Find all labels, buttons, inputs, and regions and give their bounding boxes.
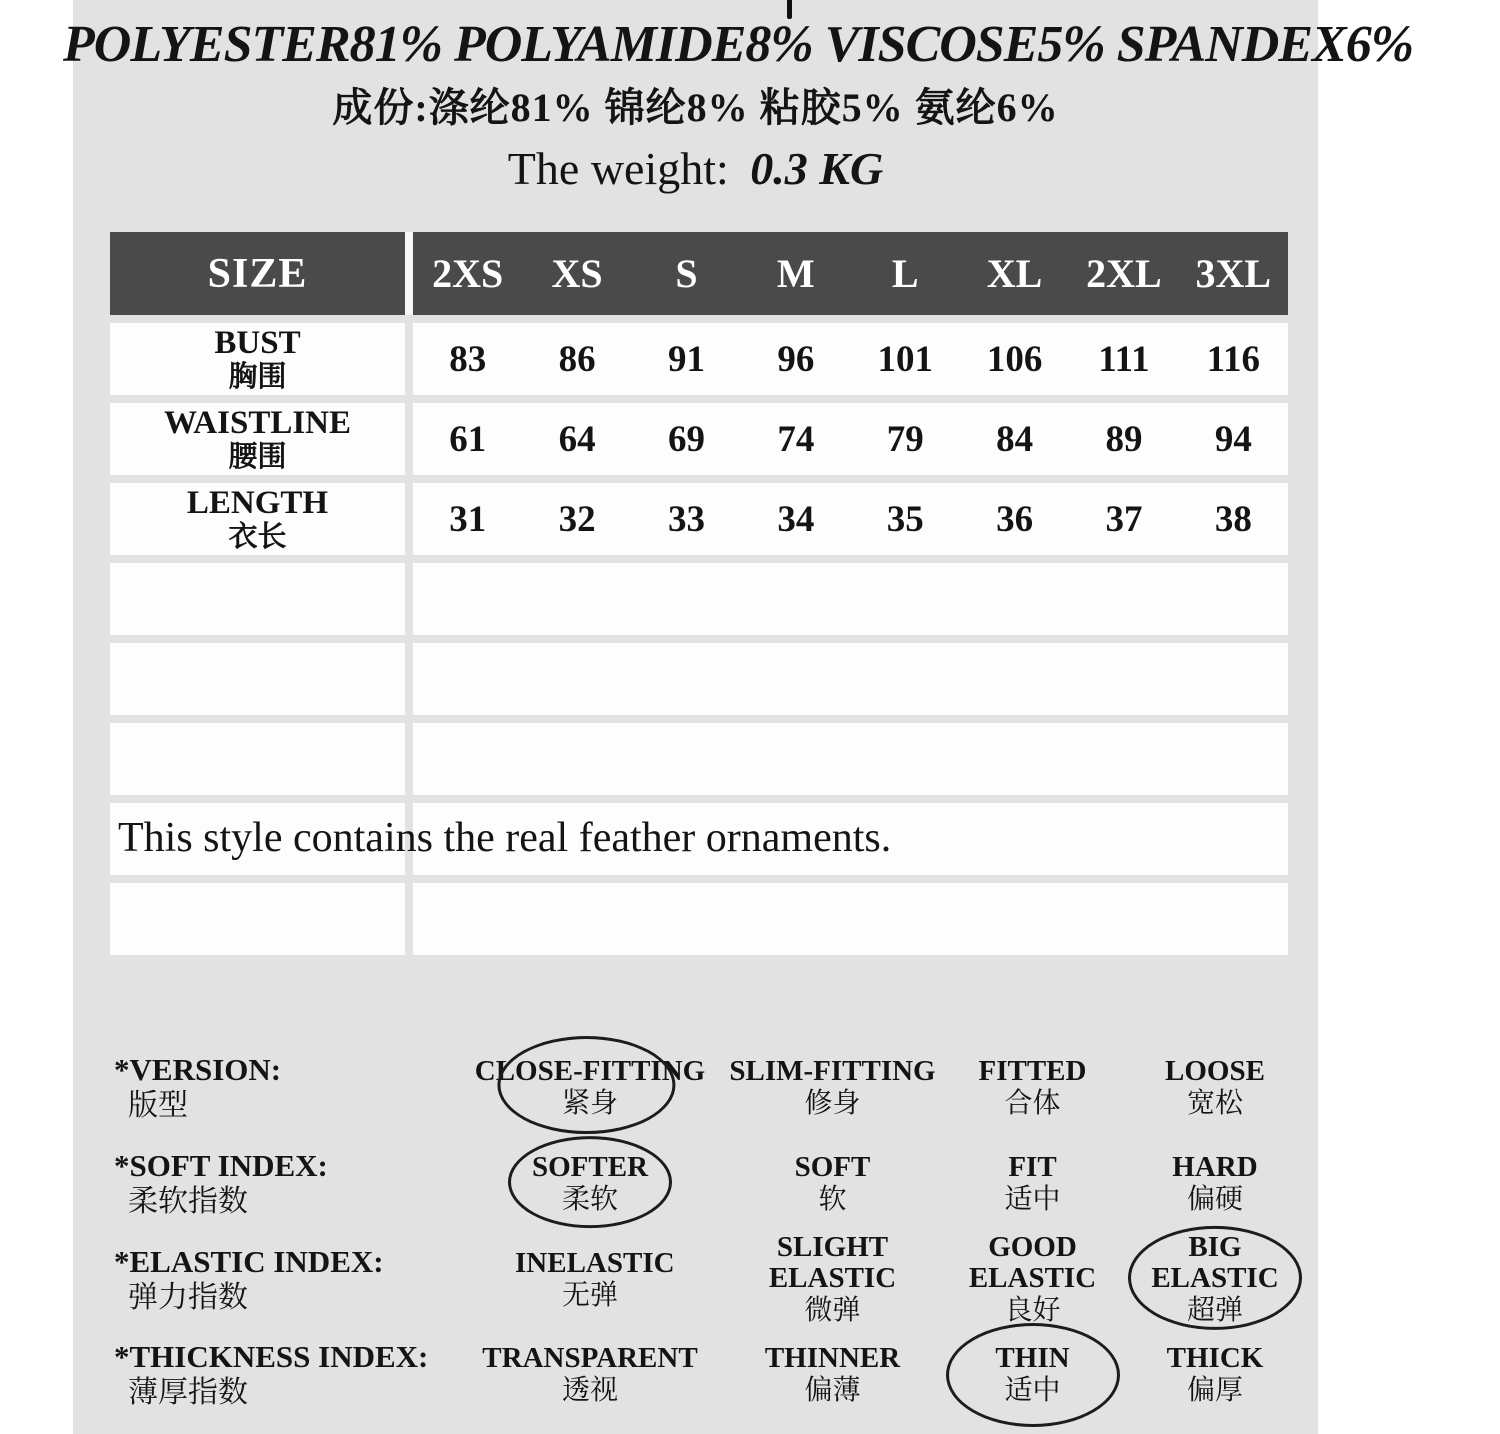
column-divider xyxy=(405,723,413,795)
cell-value: 33 xyxy=(667,498,705,540)
weight-value: 0.3 KG xyxy=(750,143,884,194)
attr-option: HARD 偏硬 xyxy=(1172,1151,1258,1215)
cell-value: 96 xyxy=(777,338,815,380)
cell-value: 86 xyxy=(558,338,596,380)
cell-value: 84 xyxy=(996,418,1034,460)
size-header-cells xyxy=(413,232,1288,315)
cell-value: 101 xyxy=(877,338,933,380)
table-row-empty xyxy=(110,643,1288,715)
attr-option: THIN 适中 xyxy=(955,1343,1110,1407)
row-label-en: LENGTH xyxy=(186,484,329,521)
cell-value: 89 xyxy=(1105,418,1143,460)
column-divider xyxy=(405,403,413,475)
attr-option: THINNER 偏薄 xyxy=(764,1342,901,1406)
row-label-zh: 腰围 xyxy=(228,440,287,473)
table-row-waistline xyxy=(110,403,1288,475)
attribute-index-section xyxy=(80,1040,1320,1423)
row-label-en: WAISTLINE xyxy=(163,404,352,441)
cell-value: 31 xyxy=(449,498,487,540)
column-divider xyxy=(405,323,413,395)
column-divider xyxy=(405,883,413,955)
size-header-s: S xyxy=(675,251,698,296)
attr-row-soft-index xyxy=(80,1136,1320,1232)
size-table xyxy=(110,232,1288,963)
attr-label-en: *ELASTIC INDEX: xyxy=(114,1243,384,1279)
attr-label-en: *VERSION: xyxy=(114,1052,282,1087)
cell-value: 37 xyxy=(1105,498,1143,540)
cell-value: 35 xyxy=(886,498,924,540)
cell-value: 36 xyxy=(996,498,1034,540)
table-row-bust xyxy=(110,323,1288,395)
cell-value: 94 xyxy=(1214,418,1252,460)
cell-value: 83 xyxy=(449,338,487,380)
cell-value: 64 xyxy=(558,418,596,460)
size-header-xs: XS xyxy=(551,251,603,296)
attr-row-elastic-index xyxy=(80,1232,1320,1327)
cell-value: 32 xyxy=(558,498,596,540)
cell-value: 116 xyxy=(1206,338,1261,380)
cell-value: 74 xyxy=(777,418,815,460)
composition-title-en: POLYESTER81% POLYAMIDE8% VISCOSE5% SPANDEX6% xyxy=(63,16,1414,73)
cell-value: 111 xyxy=(1098,338,1150,380)
column-divider xyxy=(405,563,413,635)
attr-option: SLIM-FITTING 修身 xyxy=(729,1055,936,1119)
cell-value: 38 xyxy=(1214,498,1252,540)
composition-title-zh: 成份:涤纶81% 锦纶8% 粘胶5% 氨纶6% xyxy=(332,85,1059,130)
attr-label-en: *THICKNESS INDEX: xyxy=(114,1339,429,1374)
weight-label: The weight: xyxy=(507,143,729,194)
size-corner-cell xyxy=(110,232,405,315)
feather-note: This style contains the real feather ornaments. xyxy=(118,815,892,862)
cell-value: 61 xyxy=(449,418,487,460)
size-header-3xl: 3XL xyxy=(1195,251,1272,296)
table-row-note xyxy=(110,803,1288,875)
size-corner-label: SIZE xyxy=(207,250,308,297)
size-header-m: M xyxy=(776,251,815,296)
size-header-l: L xyxy=(891,251,919,296)
table-row-length xyxy=(110,483,1288,555)
column-divider xyxy=(405,483,413,555)
attr-option: GOOD ELASTIC 良好 xyxy=(968,1231,1097,1326)
cell-value: 106 xyxy=(986,338,1043,380)
row-label-zh: 胸围 xyxy=(228,360,287,393)
size-header-2xs: 2XS xyxy=(432,251,504,296)
table-row-empty xyxy=(110,883,1288,955)
attr-option: SOFT 软 xyxy=(794,1151,871,1215)
attr-row-version xyxy=(80,1040,1320,1136)
attr-label-zh: 柔软指数 xyxy=(128,1185,248,1218)
attr-option: TRANSPARENT 透视 xyxy=(482,1342,698,1406)
attr-option: CLOSE-FITTING 紧身 xyxy=(470,1056,710,1120)
cell-value: 79 xyxy=(886,418,924,460)
attr-option: FITTED 合体 xyxy=(978,1055,1087,1119)
size-header-xl: XL xyxy=(986,251,1043,296)
size-table-header-row xyxy=(110,232,1288,315)
cell-value: 34 xyxy=(777,498,815,540)
attr-row-thickness-index xyxy=(80,1327,1320,1423)
attr-label-zh: 版型 xyxy=(128,1089,188,1122)
attr-option: FIT 适中 xyxy=(1004,1151,1061,1215)
attr-label-zh: 薄厚指数 xyxy=(128,1376,248,1409)
attr-option: BIG ELASTIC 超弹 xyxy=(1110,1232,1320,1327)
row-label-zh: 衣长 xyxy=(228,520,287,553)
column-divider xyxy=(405,643,413,715)
cell-value: 91 xyxy=(667,338,705,380)
attr-option: SLIGHT ELASTIC 微弹 xyxy=(768,1231,897,1326)
attr-option: SOFTER 柔软 xyxy=(470,1152,710,1216)
attr-label-en: *SOFT INDEX: xyxy=(114,1148,328,1183)
attr-option: LOOSE 宽松 xyxy=(1165,1055,1265,1119)
size-header-2xl: 2XL xyxy=(1086,251,1162,296)
attr-option: INELASTIC 无弹 xyxy=(515,1246,675,1311)
row-label-en: BUST xyxy=(214,324,301,361)
cell-value: 69 xyxy=(667,418,705,460)
attr-label-zh: 弹力指数 xyxy=(128,1280,248,1314)
table-row-empty xyxy=(110,563,1288,635)
attr-option: THICK 偏厚 xyxy=(1166,1342,1264,1406)
weight-line xyxy=(73,142,1318,195)
table-row-empty xyxy=(110,723,1288,795)
column-divider xyxy=(405,232,413,315)
